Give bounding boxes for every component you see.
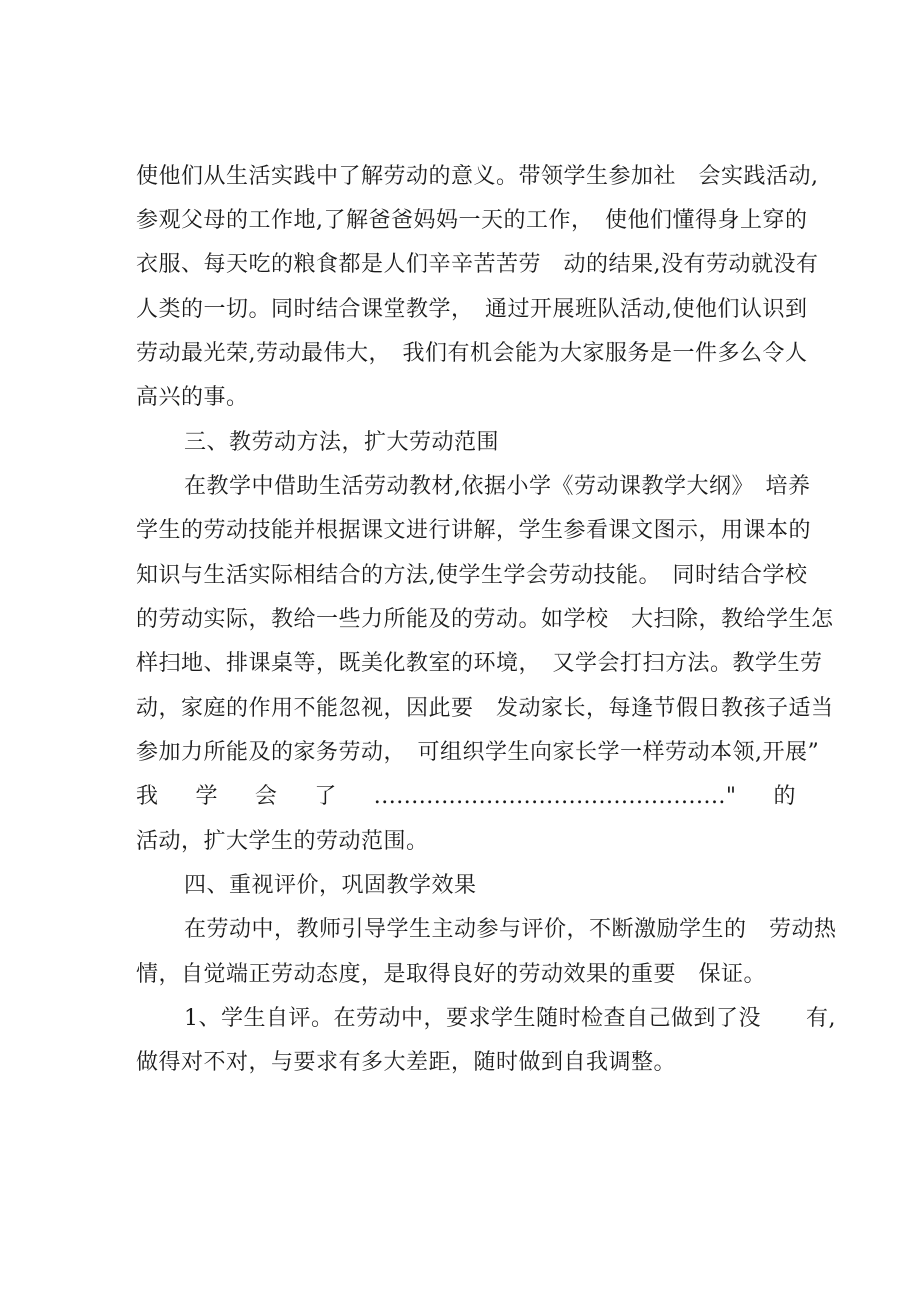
body-text-line: 在劳动中，教师引导学生主动参与评价，不断激励学生的 劳动热	[184, 917, 837, 942]
body-text-line: 参加力所能及的家务劳动， 可组织学生向家长学一样劳动本领,开展”	[136, 740, 820, 765]
body-text-line: 的劳动实际，教给一些力所能及的劳动。如学校 大扫除，教给学生怎	[136, 607, 834, 632]
body-text-line: 样扫地、排课桌等，既美化教室的环境， 又学会打扫方法。教学生劳	[136, 651, 823, 676]
body-text-line: 1、学生自评。在劳动中，要求学生随时检查自己做到了没 有,	[184, 1006, 836, 1031]
body-text-line: 情，自觉端正劳动态度，是取得良好的劳动效果的重要 保证。	[136, 962, 767, 987]
body-text-line: 知识与生活实际相结合的方法,使学生学会劳动技能。 同时结合学校	[136, 563, 808, 588]
body-text-line: 使他们从生活实践中了解劳动的意义。带领学生参加社 会实践活动,	[136, 164, 819, 189]
body-text-line: 参观父母的工作地,了解爸爸妈妈一天的工作， 使他们懂得身上穿的	[136, 208, 808, 233]
section-heading-3: 三、教劳动方法，扩大劳动范围	[184, 430, 500, 455]
body-text-line: 活动，扩大学生的劳动范围。	[136, 829, 429, 854]
body-text-line: 学生的劳动技能并根据课文进行讲解，学生参看课文图示，用课本的	[136, 518, 812, 543]
section-heading-4: 四、重视评价，巩固教学效果	[184, 873, 477, 898]
body-text-line: 人类的一切。同时结合课堂教学， 通过开展班队活动,使他们认识到	[136, 297, 808, 322]
body-text-line: 我学会了..............................................."的	[136, 784, 796, 809]
body-text-line: 劳动最光荣,劳动最伟大， 我们有机会能为大家服务是一件多么令人	[136, 341, 808, 366]
body-text-line: 做得对不对，与要求有多大差距，随时做到自我调整。	[136, 1050, 677, 1075]
body-text-line: 动，家庭的作用不能忽视，因此要 发动家长，每逢节假日教孩子适当	[136, 696, 834, 721]
body-text-line: 衣服、每天吃的粮食都是人们辛辛苦苦劳 动的结果,没有劳动就没有	[136, 252, 819, 277]
body-text-line: 在教学中借助生活劳动教材,依据小学《劳动课教学大纲》 培养	[184, 474, 811, 499]
body-text-line: 高兴的事。	[136, 385, 249, 410]
